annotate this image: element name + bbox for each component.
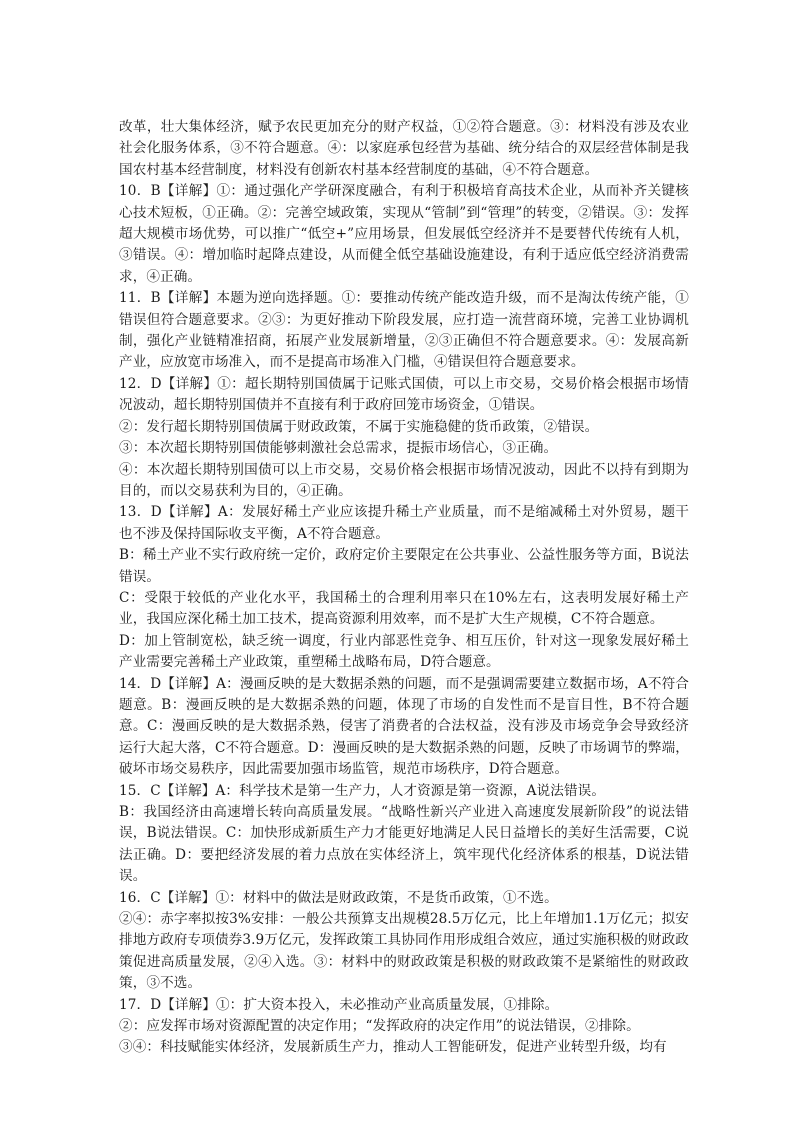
answer-16-point-24: ②④：赤字率拟按3%安排：一般公共预算支出规模28.5万亿元，比上年增加1.1万亿元；拟安排地方政府专项债券3.9万亿元，发挥政策工具协同作用形成组合效应，通过实施积极的财政政策促进高质量发展，②④入选。③：材料中的财政政策是积极的财政政策不是紧缩性的财政政策，③不选。	[119, 911, 689, 992]
answer-14: 14．D【详解】A：漫画反映的是大数据杀熟的问题，而不是强调需要建立数据市场，A不符合题意。B：漫画反映的是大数据杀熟的问题，体现了市场的自发性而不是盲目性，B不符合题意。C：漫画反映的是大数据杀熟，侵害了消费者的合法权益，没有涉及市场竞争会导致经济运行大起大落，C不符合题意。D：漫画反映的是大数据杀熟的问题，反映了市场调节的弊端，破坏市场交易秩序，因此需要加强市场监管，规范市场秩序，D符合题意。	[119, 675, 689, 778]
answer-16: 16．C【详解】①：材料中的做法是财政政策，不是货币政策，①不选。	[119, 889, 558, 906]
answer-12-point-4: ④：本次超长期特别国债可以上市交易，交易价格会根据市场情况波动，因此不以持有到期为目的，而以交易获利为目的，④正确。	[119, 461, 689, 499]
answer-12-point-2: ②：发行超长期特别国债属于财政政策，不属于实施稳健的货币政策，②错误。	[119, 418, 599, 435]
answer-12-point-3: ③：本次超长期特别国债能够刺激社会总需求，提振市场信心，③正确。	[119, 440, 558, 457]
answer-13: 13．D【详解】A：发展好稀土产业应该提升稀土产业质量，而不是缩减稀土对外贸易，题干也不涉及保持国际收支平衡，A不符合题意。	[119, 504, 689, 542]
answer-explanation-page	[119, 117, 689, 1059]
answer-13-option-c: C：受限于较低的产业化水平，我国稀土的合理利用率只在10%左右，这表明发展好稀土产业，我国应深化稀土加工技术，提高资源利用效率，而不是扩大生产规模，C不符合题意。	[119, 589, 689, 628]
paragraph-continued: 改革，壮大集体经济，赋予农民更加充分的财产权益，①②符合题意。③：材料没有涉及农业社会化服务体系，③不符合题意。④：以家庭承包经营为基础、统分结合的双层经营体制是我国农村基本经营制度，材料没有创新农村基本经营制度的基础，④不符合题意。	[119, 119, 689, 178]
answer-13-option-b: B：稀土产业不实行政府统一定价，政府定价主要限定在公共事业、公益性服务等方面，B说法错误。	[119, 547, 689, 585]
answer-17: 17．D【详解】①：扩大资本投入，未必推动产业高质量发展，①排除。	[119, 996, 559, 1013]
answer-11: 11．B【详解】本题为逆向选择题。①：要推动传统产能改造升级，而不是淘汰传统产能，①错误但符合题意要求。②③：为更好推动下阶段发展，应打造一流营商环境，完善工业协调机制，强化产业链精准招商，拓展产业发展新增量，②③正确但不符合题意要求。④：发展高新产业，应放宽市场准入，而不是提高市场准入门槛，④错误但符合题意要求。	[119, 290, 689, 371]
answer-15-option-b: B：我国经济由高速增长转向高质量发展。“战略性新兴产业进入高速度发展新阶段”的说法错误，B说法错误。C：加快形成新质生产力才能更好地满足人民日益增长的美好生活需要，C说法正确。D：要把经济发展的着力点放在实体经济上，筑牢现代化经济体系的根基，D说法错误。	[119, 804, 689, 885]
answer-17-point-34: ③④：科技赋能实体经济，发展新质生产力，推动人工智能研发，促进产业转型升级，均有	[119, 1039, 667, 1056]
answer-15: 15．C【详解】A：科学技术是第一生产力，人才资源是第一资源，A说法错误。	[119, 782, 606, 799]
answer-17-point-2: ②：应发挥市场对资源配置的决定作用；“发挥政府的决定作用”的说法错误，②排除。	[119, 1018, 640, 1035]
answer-10: 10．B【详解】①：通过强化产学研深度融合，有利于积极培育高技术企业，从而补齐关键核心技术短板，①正确。②：完善空域政策，实现从“管制”到“管理”的转变，②错误。③：发挥超大规模市场优势，可以推广“低空+”应用场景，但发展低空经济并不是要替代传统有人机，③错误。④：增加临时起降点建设，从而健全低空基础设施建设，有利于适应低空经济消费需求，④正确。	[119, 183, 689, 285]
answer-12: 12．D【详解】①：超长期特别国债属于记账式国债，可以上市交易，交易价格会根据市场情况波动，超长期特别国债并不直接有利于政府回笼市场资金，①错误。	[119, 375, 689, 414]
answer-13-option-d: D：加上管制宽松，缺乏统一调度，行业内部恶性竞争、相互压价，针对这一现象发展好稀土产业需要完善稀土产业政策，重塑稀土战略布局，D符合题意。	[119, 632, 689, 671]
